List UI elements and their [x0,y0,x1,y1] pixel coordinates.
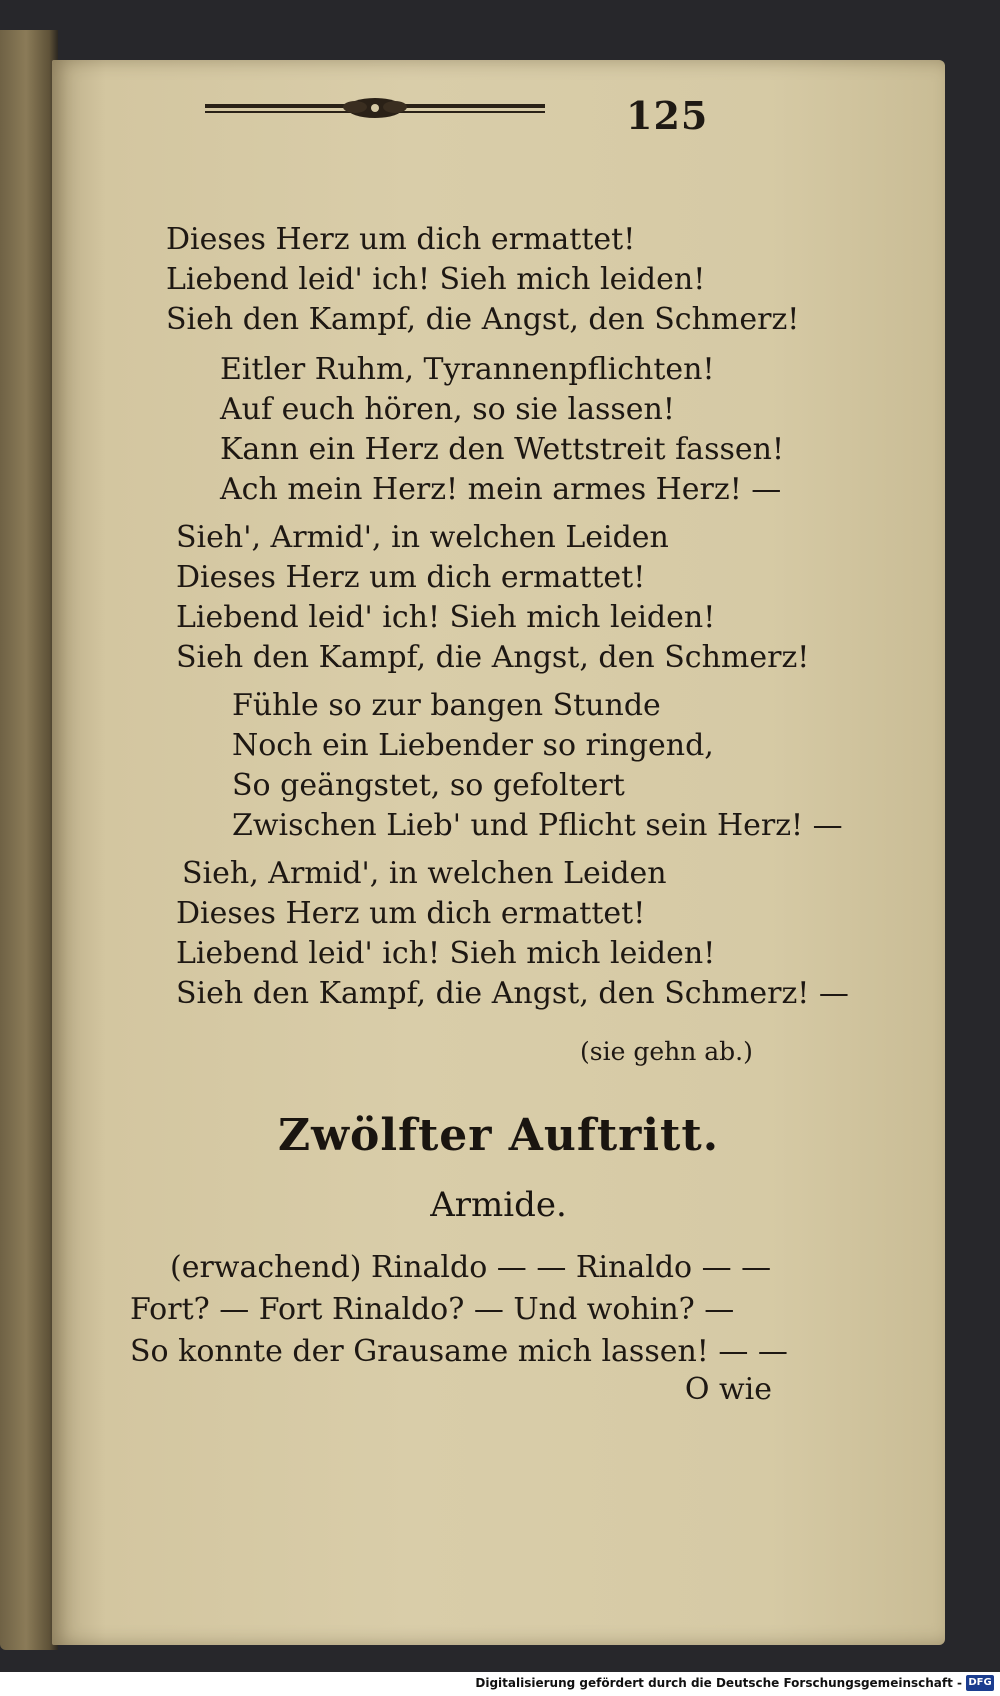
verse-line: Dieses Herz um dich ermattet! [176,560,646,595]
verse-line: Noch ein Liebender so ringend, [232,728,714,763]
prose-line: (erwachend) Rinaldo — — Rinaldo — — [170,1250,772,1285]
facing-page-edge [0,30,58,1650]
verse-line: Fühle so zur bangen Stunde [232,688,661,723]
dfg-logo-icon: DFG [966,1675,994,1691]
verse-line: Dieses Herz um dich ermattet! [166,222,636,257]
verse-line: Sieh den Kampf, die Angst, den Schmerz! — [176,976,849,1011]
verse-line: Liebend leid' ich! Sieh mich leiden! [176,600,716,635]
stage-direction: (sie gehn ab.) [580,1037,753,1066]
verse-line: Liebend leid' ich! Sieh mich leiden! [176,936,716,971]
footer-credit: Digitalisierung gefördert durch die Deutsche Forschungsgemeinschaft - [475,1676,962,1690]
verse-line: Sieh den Kampf, die Angst, den Schmerz! [176,640,810,675]
verse-line: Kann ein Herz den Wettstreit fassen! [220,432,784,467]
verse-line: Dieses Herz um dich ermattet! [176,896,646,931]
verse-line: Sieh, Armid', in welchen Leiden [182,856,667,891]
verse-line: Zwischen Lieb' und Pflicht sein Herz! — [232,808,843,843]
character-name: Armide. [430,1185,567,1225]
prose-line: So konnte der Grausame mich lassen! — — [130,1334,788,1369]
ornament-rule-icon [205,95,545,123]
footer-bar [0,1672,1000,1696]
catchword: O wie [684,1372,772,1407]
verse-line: So geängstet, so gefoltert [232,768,625,803]
verse-line: Liebend leid' ich! Sieh mich leiden! [166,262,706,297]
verse-line: Ach mein Herz! mein armes Herz! — [220,472,782,507]
facing-page-fragment [2,223,52,226]
verse-line: Eitler Ruhm, Tyrannenpflichten! [220,352,715,387]
verse-line: Auf euch hören, so sie lassen! [220,392,675,427]
verse-line: Sieh', Armid', in welchen Leiden [176,520,669,555]
scene-heading: Zwölfter Auftritt. [277,1110,720,1161]
page-number: 125 [626,93,709,138]
verse-line: Sieh den Kampf, die Angst, den Schmerz! [166,302,800,337]
prose-line: Fort? — Fort Rinaldo? — Und wohin? — [130,1292,735,1327]
